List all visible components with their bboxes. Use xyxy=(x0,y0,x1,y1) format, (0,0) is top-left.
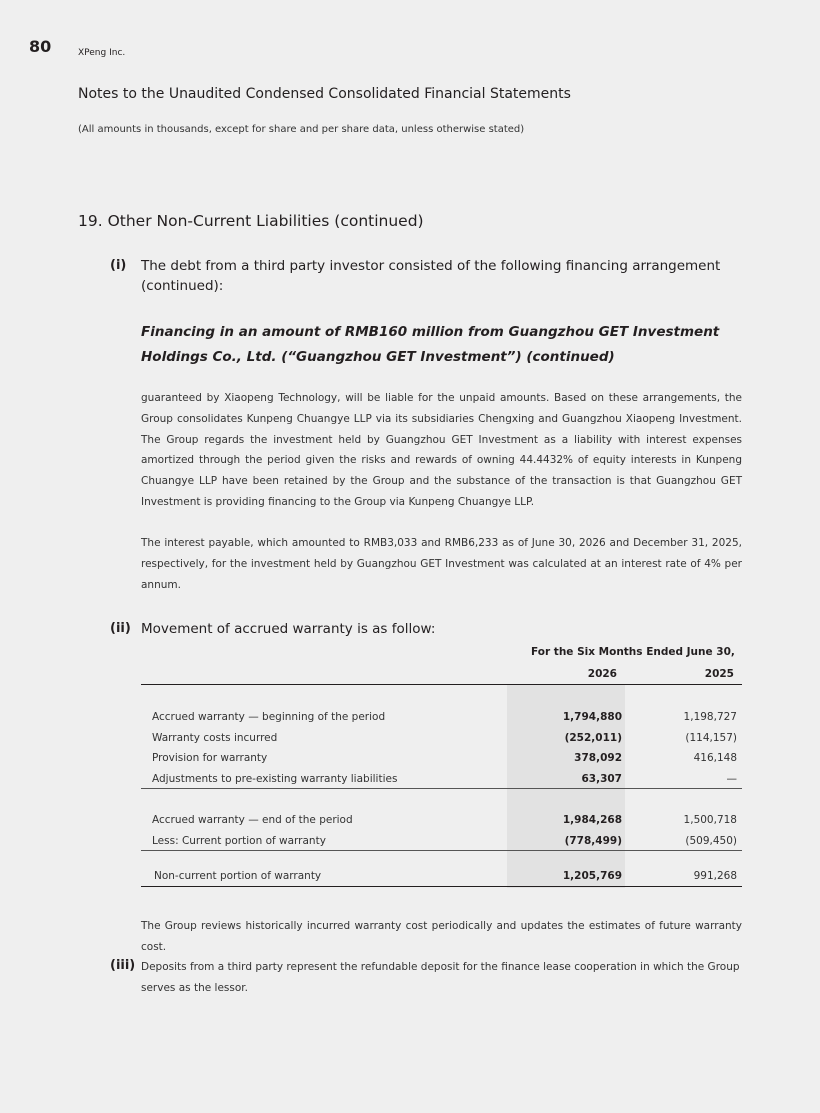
company-name: XPeng Inc. xyxy=(78,48,126,58)
value-2025: 991,268 xyxy=(693,870,737,882)
row-label: Warranty costs incurred xyxy=(152,732,278,744)
amounts-note: (All amounts in thousands, except for share and per share data, unless otherwise stated) xyxy=(78,124,525,135)
value-2025: (114,157) xyxy=(685,732,737,744)
row-label: Adjustments to pre-existing warranty liabilities xyxy=(152,773,398,785)
value-2025: 1,198,727 xyxy=(683,711,737,723)
sub-ii-title: Movement of accrued warranty is as follow: xyxy=(141,621,436,637)
subtotal-rule xyxy=(141,788,742,789)
value-2026: 1,794,880 xyxy=(562,711,622,723)
row-label: Accrued warranty — beginning of the period xyxy=(152,711,386,723)
warranty-review-note: The Group reviews historically incurred warranty cost periodically and updates the estimates of future warranty cost. xyxy=(141,920,742,953)
page-number: 80 xyxy=(29,37,52,56)
header-rule xyxy=(141,684,742,685)
warranty-table xyxy=(141,644,742,890)
value-2026: (252,011) xyxy=(564,732,622,744)
value-2025: (509,450) xyxy=(685,835,737,847)
period-header: For the Six Months Ended June 30, xyxy=(531,646,735,658)
total-rule xyxy=(141,886,742,887)
row-label: Less: Current portion of warranty xyxy=(152,835,326,847)
value-2025: 1,500,718 xyxy=(683,814,737,826)
value-2026: (778,499) xyxy=(564,835,622,847)
notes-title: Notes to the Unaudited Condensed Consolidated Financial Statements xyxy=(78,86,571,102)
financing-italic-title: Financing in an amount of RMB160 million from Guangzhou GET Investment Holdings Co., Ltd. (“Guangzhou GET Investment”) (continued) xyxy=(141,324,720,365)
sub-iii-number: (iii) xyxy=(110,958,136,973)
row-label: Provision for warranty xyxy=(152,752,268,764)
interest-paragraph: The interest payable, which amounted to RMB3,033 and RMB6,233 as of June 30, 2026 and December 31, 2025, respectively, for the investment held by Guangzhou GET Investment was calculated at an interest rate of 4% per annum. xyxy=(141,537,742,591)
current-portion-rule xyxy=(141,850,742,851)
value-2026: 63,307 xyxy=(581,773,622,785)
sub-ii-number: (ii) xyxy=(110,621,131,636)
value-2026: 378,092 xyxy=(574,752,622,764)
row-label: Non-current portion of warranty xyxy=(154,870,322,882)
value-2025: 416,148 xyxy=(693,752,737,764)
deposits-paragraph: Deposits from a third party represent the refundable deposit for the finance lease cooperation in which the Group serves as the lessor. xyxy=(141,961,740,994)
value-2025: — xyxy=(726,773,737,785)
row-label: Accrued warranty — end of the period xyxy=(152,814,353,826)
financing-paragraph: guaranteed by Xiaopeng Technology, will be liable for the unpaid amounts. Based on these arrangements, the Group consolidates Kunpeng Chuangye LLP via its subsidiaries Chengxing and Guangzhou Xiaopeng Investment. The Group regards the investment held by Guangzhou GET Investment as a liability with interest expenses amortized through the period given the risks and rewards of owning 44.4432% of equity interests in Kunpeng Chuangye LLP have been retained by the Group and the substance of the transaction is that Guangzhou GET Investment is providing financing to the Group via Kunpeng Chuangye LLP. xyxy=(141,392,742,508)
column-2025-header: 2025 xyxy=(704,668,734,680)
section-title: 19. Other Non-Current Liabilities (continued) xyxy=(78,212,424,230)
value-2026: 1,984,268 xyxy=(562,814,622,826)
sub-i-title: The debt from a third party investor consisted of the following financing arrangement (continued): xyxy=(141,258,721,294)
column-2026-header: 2026 xyxy=(587,668,617,680)
value-2026: 1,205,769 xyxy=(562,870,622,882)
sub-i-number: (i) xyxy=(110,258,127,273)
